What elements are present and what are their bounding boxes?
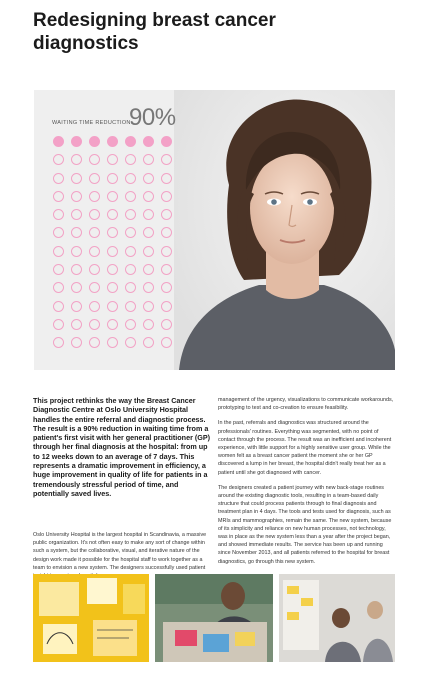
workshop-photo-1	[33, 574, 149, 662]
dot-empty	[161, 337, 172, 348]
dot-empty	[89, 154, 100, 165]
dot-empty	[107, 191, 118, 202]
dot-filled	[161, 136, 172, 147]
dot-filled	[53, 136, 64, 147]
dot-empty	[71, 264, 82, 275]
dot-empty	[107, 282, 118, 293]
dot-empty	[143, 154, 154, 165]
dot-empty	[125, 301, 136, 312]
dot-empty	[71, 227, 82, 238]
dot-empty	[71, 209, 82, 220]
dot-empty	[107, 227, 118, 238]
dot-empty	[89, 246, 100, 257]
dot-empty	[89, 173, 100, 184]
lead-paragraph: This project rethinks the way the Breast Cancer Diagnostic Centre at Oslo University Hospital handles the entire referral and diagnostic process. The result is a 90% reduction in waiting time from a patient's first visit with her general practitioner (GP) through her final diagnosis at the hospital: from up to 12 weeks down to an average of 7 days. This represents a dramatic improvement in efficiency, a huge improvement in quality of life for patients in a tremendously stressful period of time, and potentially saved lives.	[33, 396, 211, 498]
dot-empty	[71, 246, 82, 257]
body-column-2	[218, 396, 394, 573]
dot-empty	[161, 227, 172, 238]
dot-empty	[53, 301, 64, 312]
dot-empty	[143, 209, 154, 220]
hero-figure	[34, 90, 395, 370]
dot-filled	[107, 136, 118, 147]
dot-empty	[53, 264, 64, 275]
dot-empty	[125, 209, 136, 220]
dot-empty	[125, 154, 136, 165]
dot-empty	[71, 191, 82, 202]
portrait-photo	[174, 90, 395, 370]
workshop-photo-3	[279, 574, 395, 662]
dot-empty	[125, 337, 136, 348]
dot-empty	[161, 282, 172, 293]
dot-empty	[161, 246, 172, 257]
dot-empty	[89, 282, 100, 293]
dot-empty	[53, 173, 64, 184]
dot-empty	[71, 173, 82, 184]
dot-empty	[71, 154, 82, 165]
dot-filled	[71, 136, 82, 147]
dot-empty	[125, 264, 136, 275]
dot-empty	[53, 246, 64, 257]
body-paragraph-col1: Oslo University Hospital is the largest hospital in Scandinavia, a massive public organization. It's not often easy to make any sort of change within such a system, but the collaborative, visual, and iterative nature of the design work made it possible for the hospital staff to work together as a team to envision a new system. The designers successfully used patient	[33, 532, 207, 571]
dot-empty	[89, 209, 100, 220]
dot-empty	[125, 191, 136, 202]
dot-empty	[89, 264, 100, 275]
dot-filled	[143, 136, 154, 147]
dot-empty	[71, 282, 82, 293]
dot-empty	[143, 337, 154, 348]
dot-empty	[107, 337, 118, 348]
dot-empty	[107, 209, 118, 220]
dot-empty	[89, 227, 100, 238]
dot-empty	[53, 227, 64, 238]
dot-empty	[125, 282, 136, 293]
dot-empty	[89, 301, 100, 312]
dot-empty	[143, 227, 154, 238]
dot-empty	[89, 191, 100, 202]
page-title: Redesigning breast cancer diagnostics	[33, 10, 276, 54]
dot-empty	[161, 301, 172, 312]
dot-empty	[53, 282, 64, 293]
dot-empty	[143, 264, 154, 275]
dot-empty	[125, 246, 136, 257]
dot-empty	[53, 191, 64, 202]
dot-empty	[107, 264, 118, 275]
dot-empty	[107, 246, 118, 257]
dot-empty	[107, 154, 118, 165]
waiting-time-value: 90%	[129, 104, 176, 131]
dot-empty	[89, 319, 100, 330]
dot-empty	[143, 282, 154, 293]
dot-empty	[53, 337, 64, 348]
dot-empty	[161, 319, 172, 330]
body-paragraph: The designers created a patient journey with new back-stage routines around the existing diagnostic tools, resulting in a team-based daily structure that could process patients through to final diagnosis and treatment plan in 4 days. The tools and tests used for diagnosis, such as MRIs and mammographies, remain the same. The new system, because of its simplicity and reliance on new human processes, not technology, was in place as the new system less than a year after the project began, and showed immediate results. The service has been up and running since November 2013, and all patients referred to the hospital for breast diagnostics, go through this new system.	[218, 484, 392, 565]
dot-empty	[161, 191, 172, 202]
dot-filled	[89, 136, 100, 147]
dot-empty	[107, 319, 118, 330]
dot-empty	[53, 209, 64, 220]
dot-empty	[71, 337, 82, 348]
dot-grid	[53, 136, 173, 349]
dot-empty	[107, 173, 118, 184]
dot-empty	[107, 301, 118, 312]
dot-empty	[125, 173, 136, 184]
dot-empty	[71, 301, 82, 312]
body-paragraph: In the past, referrals and diagnostics was structured around the professionals' routines. Everything was segmented, with no point of contact through the process. The result was an inefficient and incoherent experience, with little support for a highly sensitive user group. While the women felt as a breast cancer patient the moment she or her GP discovered a lump in her breast, the hospital didn't really treat her as a patient until she got diagnosed with cancer.	[218, 420, 392, 476]
dot-empty	[89, 337, 100, 348]
dot-empty	[143, 319, 154, 330]
dot-empty	[53, 154, 64, 165]
dot-empty	[125, 227, 136, 238]
dot-empty	[161, 264, 172, 275]
dot-filled	[125, 136, 136, 147]
dot-empty	[143, 191, 154, 202]
dot-empty	[161, 154, 172, 165]
dot-empty	[71, 319, 82, 330]
waiting-time-label: WAITING TIME REDUCTION:	[52, 120, 133, 126]
dot-empty	[143, 301, 154, 312]
dot-empty	[125, 319, 136, 330]
body-paragraph: management of the urgency, visualizations to communicate workarounds, prototyping to test and co-creation to ensure feasibility.	[218, 397, 394, 412]
dot-empty	[143, 246, 154, 257]
dot-empty	[161, 209, 172, 220]
workshop-photo-2	[155, 574, 273, 662]
dot-empty	[143, 173, 154, 184]
dot-empty	[53, 319, 64, 330]
dot-empty	[161, 173, 172, 184]
